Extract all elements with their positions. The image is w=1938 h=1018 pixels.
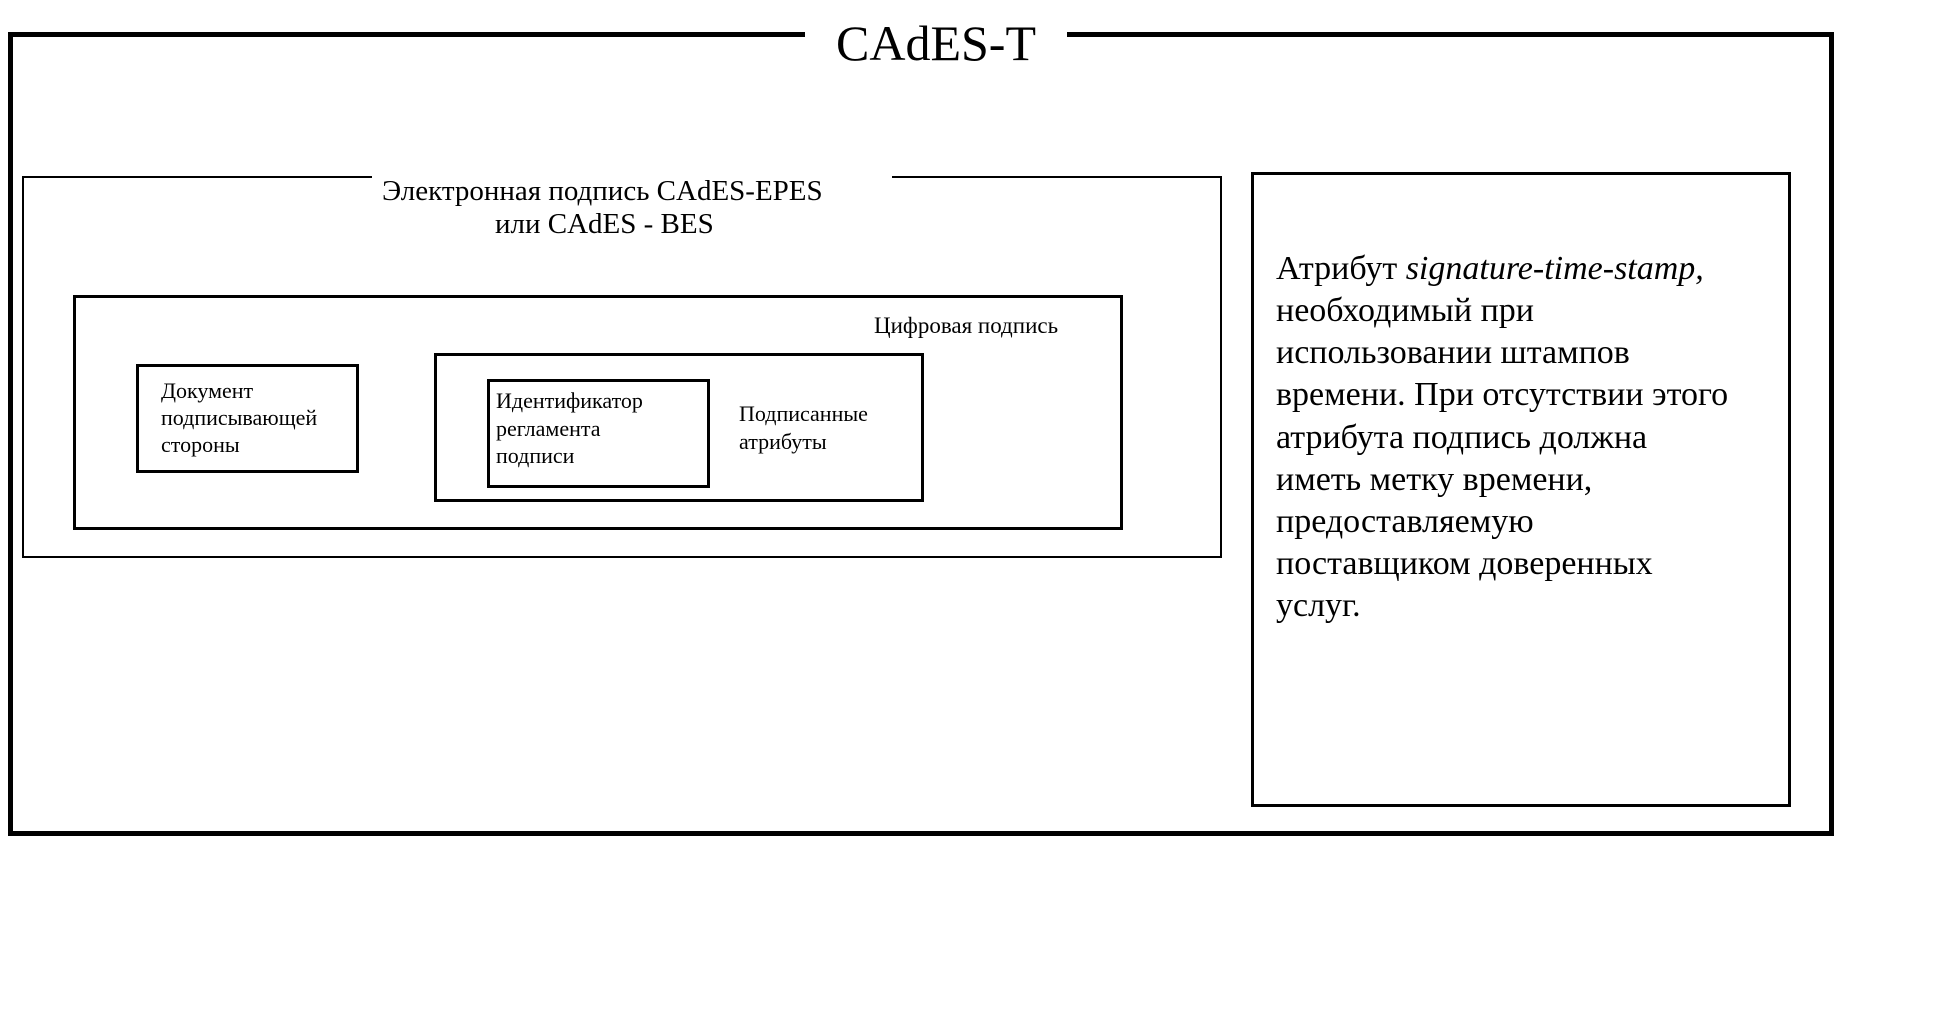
signer-document-line-3: стороны: [161, 432, 240, 457]
signature-policy-identifier-line-1: Идентификатор: [496, 388, 643, 413]
timestamp-description-line-4: времени. При отсутствии этого: [1276, 376, 1729, 413]
signature-policy-identifier-line-2: регламента: [496, 416, 601, 441]
timestamp-description-line-6: иметь метку времени,: [1276, 461, 1593, 498]
cades-epes-title-line-1: Электронная подпись CAdES-EPES: [382, 175, 823, 207]
digital-signature-title: Цифровая подпись: [874, 313, 1059, 338]
cades-epes-title-line-2: или CAdES - BES: [495, 208, 714, 240]
signed-attributes-line-1: Подписанные: [739, 401, 868, 426]
timestamp-description-line-8: поставщиком доверенных: [1276, 545, 1653, 582]
signer-document-line-1: Документ: [161, 378, 254, 403]
timestamp-description-line-9: услуг.: [1276, 587, 1361, 624]
timestamp-description-line-2: необходимый при: [1276, 292, 1534, 329]
timestamp-description-line-3: использовании штампов: [1276, 334, 1630, 371]
timestamp-description-line-7: предоставляемую: [1276, 503, 1534, 540]
timestamp-description-prefix: Атрибут: [1276, 250, 1406, 287]
signature-policy-identifier-line-3: подписи: [496, 443, 575, 468]
cades-t-title: CAdES-T: [836, 15, 1036, 71]
timestamp-description-line-5: атрибута подпись должна: [1276, 419, 1648, 456]
timestamp-description-attribute-name: signature-time-stamp,: [1405, 250, 1704, 287]
timestamp-description-line-1: [1276, 252, 1704, 286]
signed-attributes-line-2: атрибуты: [739, 429, 827, 454]
signer-document-line-2: подписывающей: [161, 405, 318, 430]
